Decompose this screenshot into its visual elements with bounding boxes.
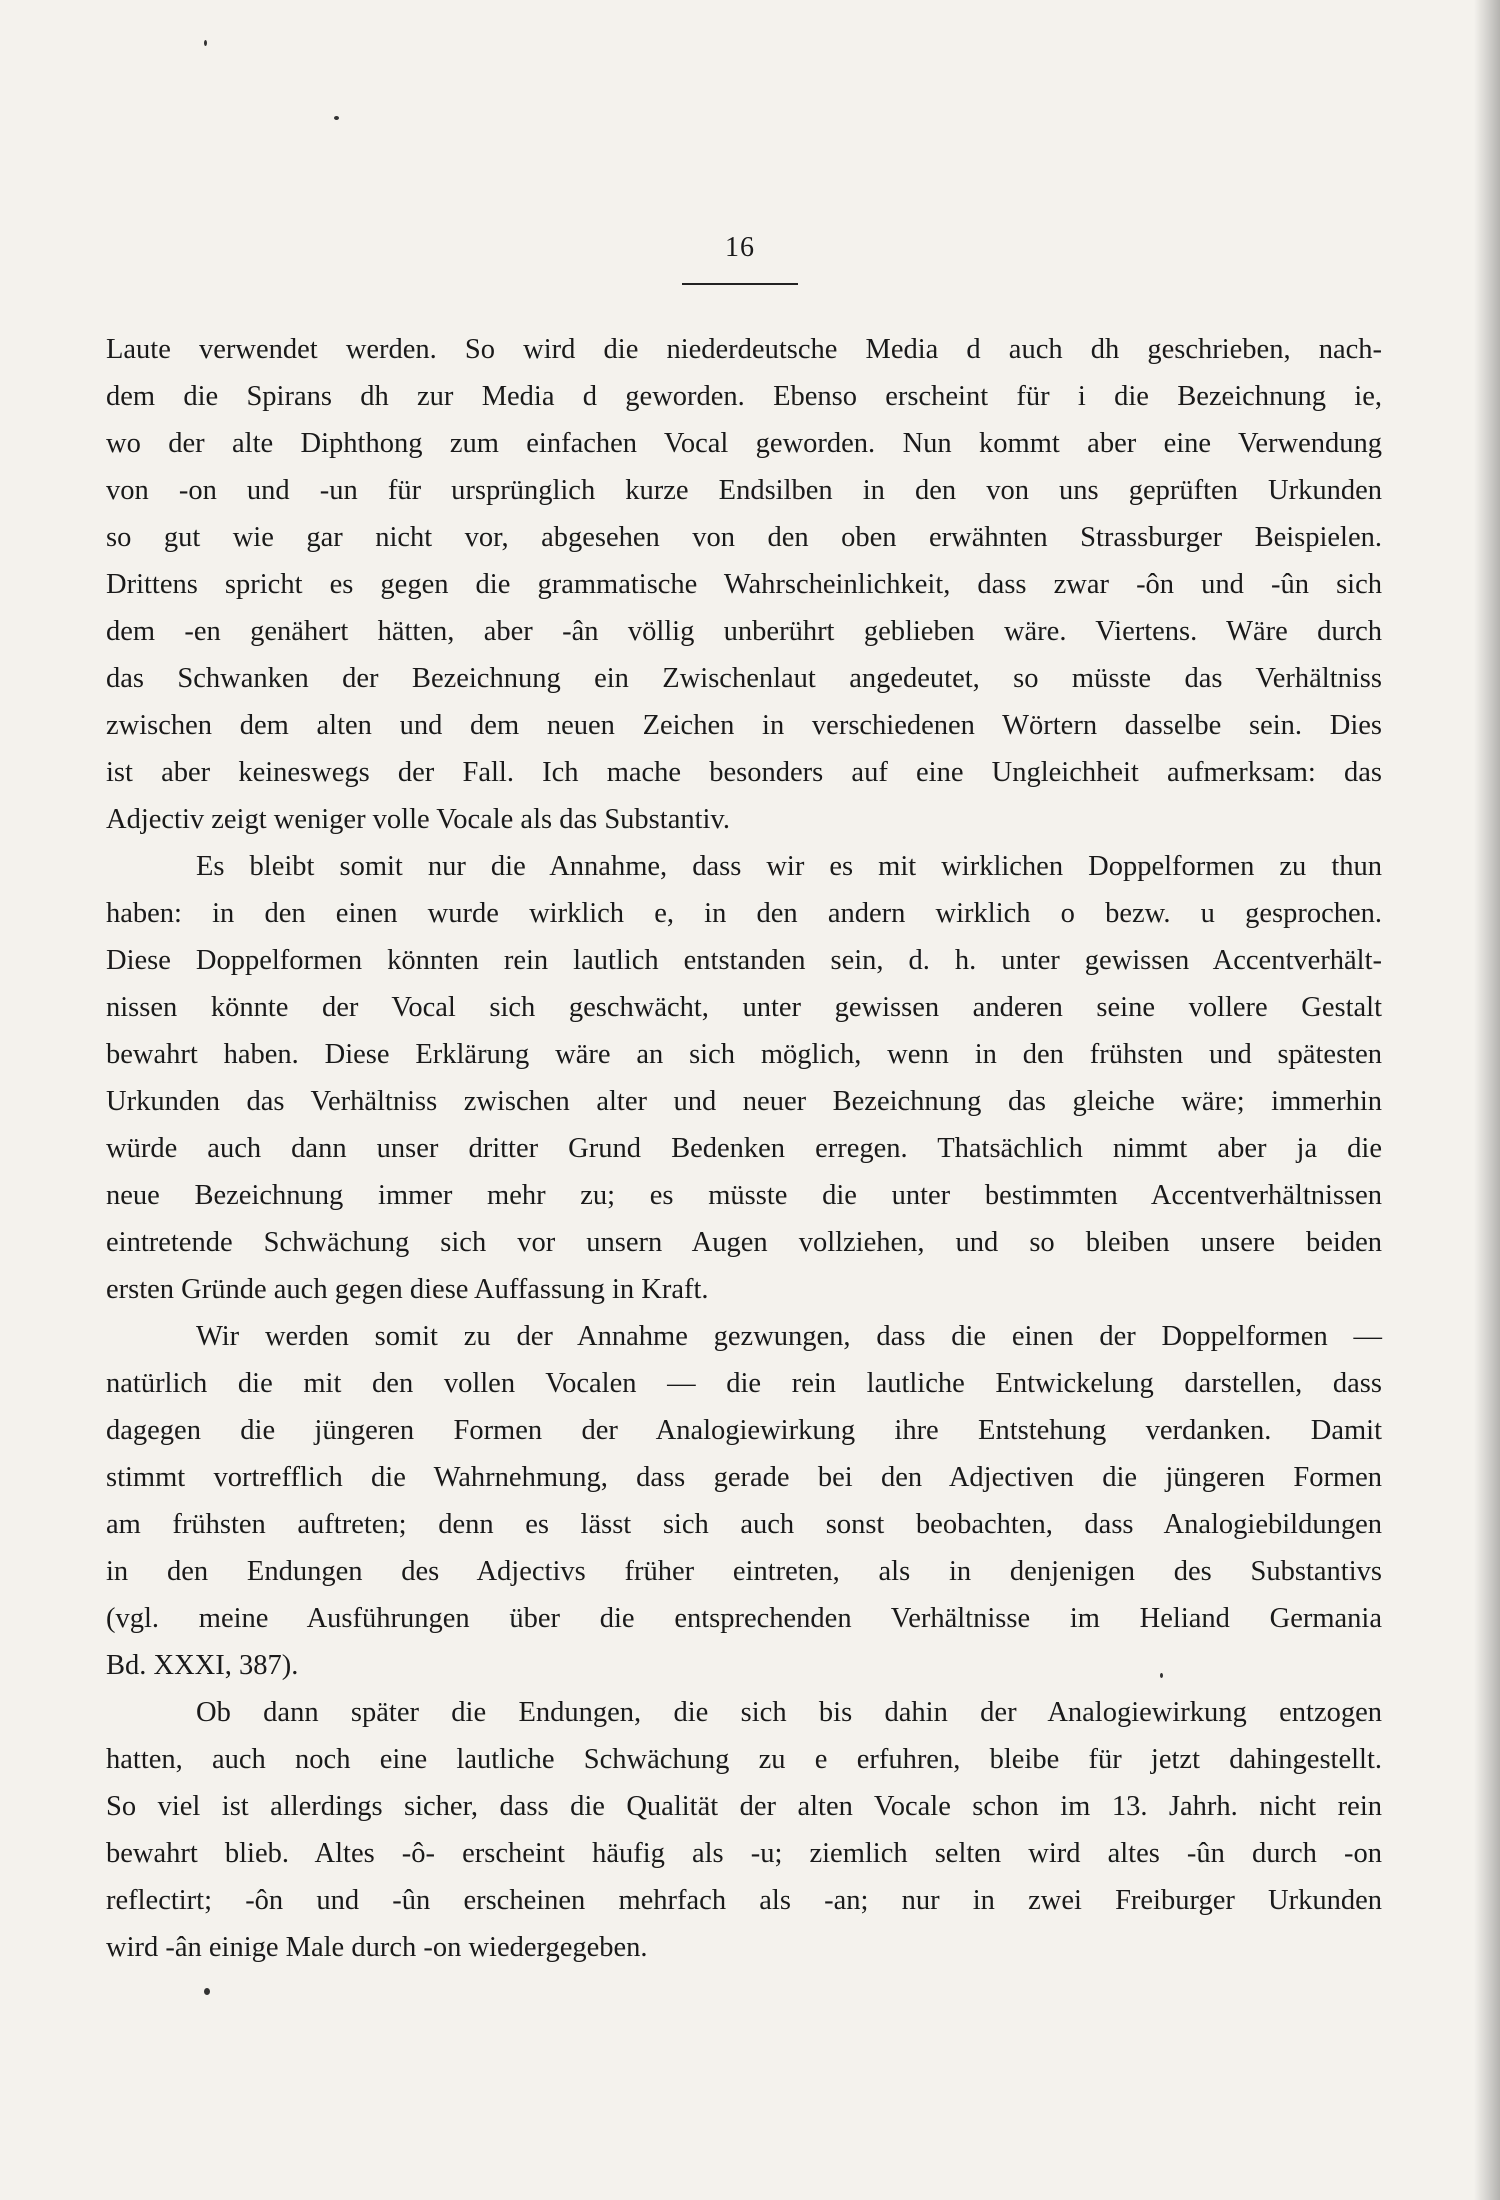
text-line: haben: in den einen wurde wirklich e, in den andern wirklich o bezw. u gesprochen.	[106, 898, 1382, 929]
page-number: 16	[725, 232, 755, 263]
scan-speck	[204, 40, 207, 46]
text-line: Bd. XXXI, 387).	[106, 1650, 299, 1681]
text-line: eintretende Schwächung sich vor unsern Augen vollziehen, und so bleiben unsere beiden	[106, 1227, 1382, 1258]
page-edge-shadow	[1474, 0, 1500, 2200]
body-text	[106, 326, 1382, 1971]
text-line: dem die Spirans dh zur Media d geworden. Ebenso erscheint für i die Bezeichnung ie,	[106, 381, 1382, 412]
text-line: natürlich die mit den vollen Vocalen — die rein lautliche Entwickelung darstellen, dass	[106, 1368, 1382, 1399]
text-line: stimmt vortrefflich die Wahrnehmung, dass gerade bei den Adjectiven die jüngeren Formen	[106, 1462, 1382, 1493]
text-line: von -on und -un für ursprünglich kurze Endsilben in den von uns geprüften Urkunden	[106, 475, 1382, 506]
text-line: ist aber keineswegs der Fall. Ich mache besonders auf eine Ungleichheit aufmerksam: das	[106, 757, 1382, 788]
text-line: so gut wie gar nicht vor, abgesehen von den oben erwähnten Strassburger Beispielen.	[106, 522, 1382, 553]
text-line: Es bleibt somit nur die Annahme, dass wir es mit wirklichen Doppelformen zu thun	[196, 851, 1382, 882]
text-line: hatten, auch noch eine lautliche Schwächung zu e erfuhren, bleibe für jetzt dahingestellt.	[106, 1744, 1382, 1775]
text-line: dem -en genähert hätten, aber -ân völlig unberührt geblieben wäre. Viertens. Wäre durch	[106, 616, 1382, 647]
paragraph-1	[106, 326, 1382, 843]
text-line: in den Endungen des Adjectivs früher eintreten, als in denjenigen des Substantivs	[106, 1556, 1382, 1587]
text-line: am frühsten auftreten; denn es lässt sich auch sonst beobachten, dass Analogiebildungen	[106, 1509, 1382, 1540]
text-line: bewahrt haben. Diese Erklärung wäre an sich möglich, wenn in den frühsten und spätesten	[106, 1039, 1382, 1070]
text-line: zwischen dem alten und dem neuen Zeichen in verschiedenen Wörtern dasselbe sein. Dies	[106, 710, 1382, 741]
text-line: (vgl. meine Ausführungen über die entsprechenden Verhältnisse im Heliand Germania	[106, 1603, 1382, 1634]
text-line: würde auch dann unser dritter Grund Bedenken erregen. Thatsächlich nimmt aber ja die	[106, 1133, 1382, 1164]
text-line: wird -ân einige Male durch -on wiedergegeben.	[106, 1932, 648, 1963]
text-line: Diese Doppelformen könnten rein lautlich entstanden sein, d. h. unter gewissen Accentverhält-	[106, 945, 1382, 976]
text-line: das Schwanken der Bezeichnung ein Zwischenlaut angedeutet, so müsste das Verhältniss	[106, 663, 1382, 694]
text-line: Drittens spricht es gegen die grammatische Wahrscheinlichkeit, dass zwar -ôn und -ûn sich	[106, 569, 1382, 600]
text-line: nissen könnte der Vocal sich geschwächt, unter gewissen anderen seine vollere Gestalt	[106, 992, 1382, 1023]
scan-speck	[334, 116, 339, 120]
text-line: wo der alte Diphthong zum einfachen Vocal geworden. Nun kommt aber eine Verwendung	[106, 428, 1382, 459]
text-line: Adjectiv zeigt weniger volle Vocale als das Substantiv.	[106, 804, 730, 835]
text-line: ersten Gründe auch gegen diese Auffassung in Kraft.	[106, 1274, 709, 1305]
text-line: neue Bezeichnung immer mehr zu; es müsste die unter bestimmten Accentverhältnissen	[106, 1180, 1382, 1211]
text-line: dagegen die jüngeren Formen der Analogiewirkung ihre Entstehung verdanken. Damit	[106, 1415, 1382, 1446]
scan-speck	[204, 1988, 210, 1995]
text-line: reflectirt; -ôn und -ûn erscheinen mehrfach als -an; nur in zwei Freiburger Urkunden	[106, 1885, 1382, 1916]
text-line: Laute verwendet werden. So wird die niederdeutsche Media d auch dh geschrieben, nach-	[106, 334, 1382, 365]
text-line: bewahrt blieb. Altes -ô- erscheint häufig als -u; ziemlich selten wird altes -ûn durch -on	[106, 1838, 1382, 1869]
text-line: Urkunden das Verhältniss zwischen alter und neuer Bezeichnung das gleiche wäre; immerhin	[106, 1086, 1382, 1117]
paragraph-4	[106, 1689, 1382, 1971]
text-line: So viel ist allerdings sicher, dass die Qualität der alten Vocale schon im 13. Jahrh. nicht rein	[106, 1791, 1382, 1822]
paragraph-2	[106, 843, 1382, 1313]
page-number-rule	[682, 283, 798, 285]
paragraph-3	[106, 1313, 1382, 1689]
text-line: Wir werden somit zu der Annahme gezwungen, dass die einen der Doppelformen —	[196, 1321, 1382, 1352]
text-line: Ob dann später die Endungen, die sich bis dahin der Analogiewirkung entzogen	[196, 1697, 1382, 1728]
